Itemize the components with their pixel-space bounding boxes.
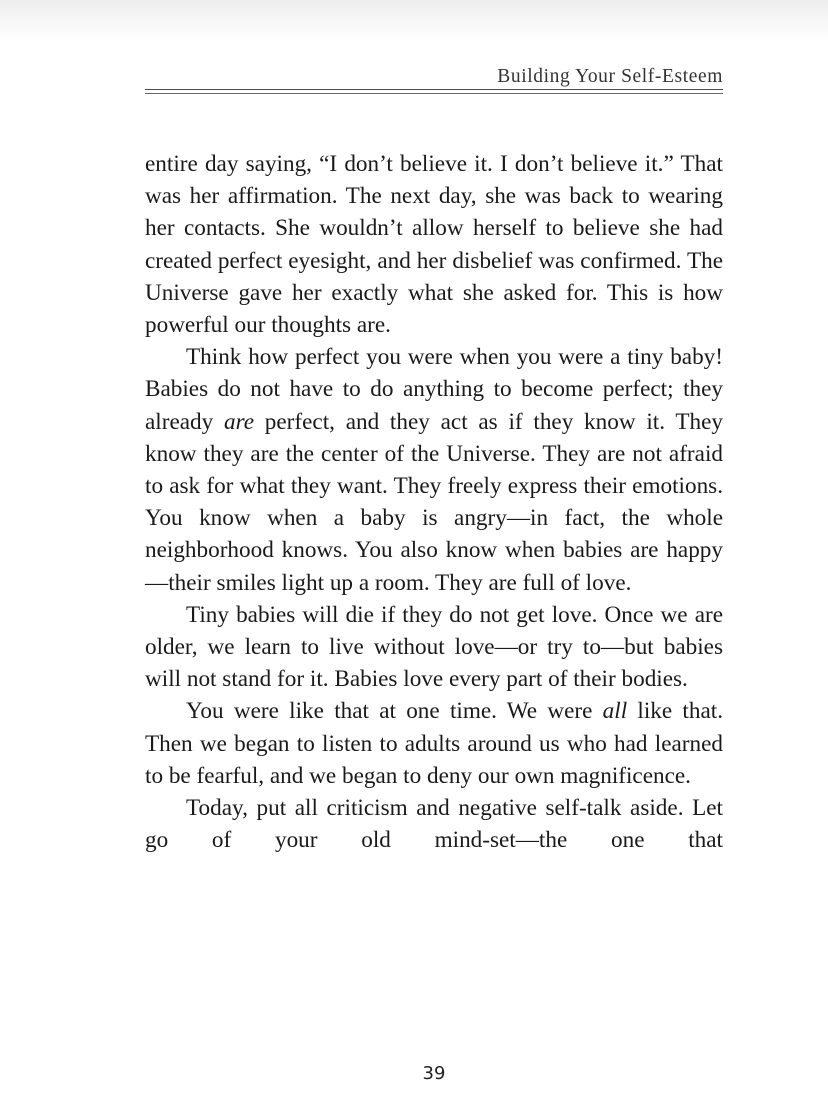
- header-rule-thick: [145, 89, 723, 90]
- paragraph-4: [145, 695, 723, 792]
- paragraph-3: Tiny babies will die if they do not get love. Once we are older, we learn to live without love—or try to—but babies will not stand for it. Babies love every part of their bodies.: [145, 601, 723, 693]
- header-rule-thin: [145, 93, 723, 94]
- paragraph-4-text-b: like that. Then we began to listen to adults around us who had learned to be fearful, and we began to deny our own magnificence.: [145, 698, 724, 789]
- body-text: [145, 148, 723, 856]
- page-top-shadow: [0, 0, 828, 40]
- running-head-title: Building Your Self-Esteem: [497, 66, 723, 87]
- paragraph-2-text-a: Think how perfect you were when you were a tiny baby! Babies do not have to do anything to become perfect; they already: [145, 344, 723, 435]
- page-number: 39: [422, 1063, 446, 1084]
- paragraph-2-text-b: perfect, and they act as if they know it. They know they are the center of the Universe. They are not afraid to ask for what they want. They freely express their emotions. You know when a baby is angry—in fact, the whole neighborhood knows. You also know when babies are happy—their smiles light up a room. They are full of love.: [145, 408, 723, 596]
- paragraph-4-emphasis: all: [602, 698, 628, 725]
- paragraph-4-text-a: You were like that at one time. We were: [186, 698, 603, 725]
- paragraph-5: Today, put all criticism and negative self-talk aside. Let go of your old mind-set—the one that: [145, 795, 723, 854]
- paragraph-2-emphasis: are: [223, 408, 255, 435]
- paragraph-2: [145, 341, 723, 599]
- paragraph-1: entire day saying, “I don’t believe it. I don’t believe it.” That was her affirmation. The next day, she was back to wearing her contacts. She wouldn’t allow herself to believe she had created perfect eyesight, and her disbelief was confirmed. The Universe gave her exactly what she asked for. This is how powerful our thoughts are.: [145, 151, 723, 339]
